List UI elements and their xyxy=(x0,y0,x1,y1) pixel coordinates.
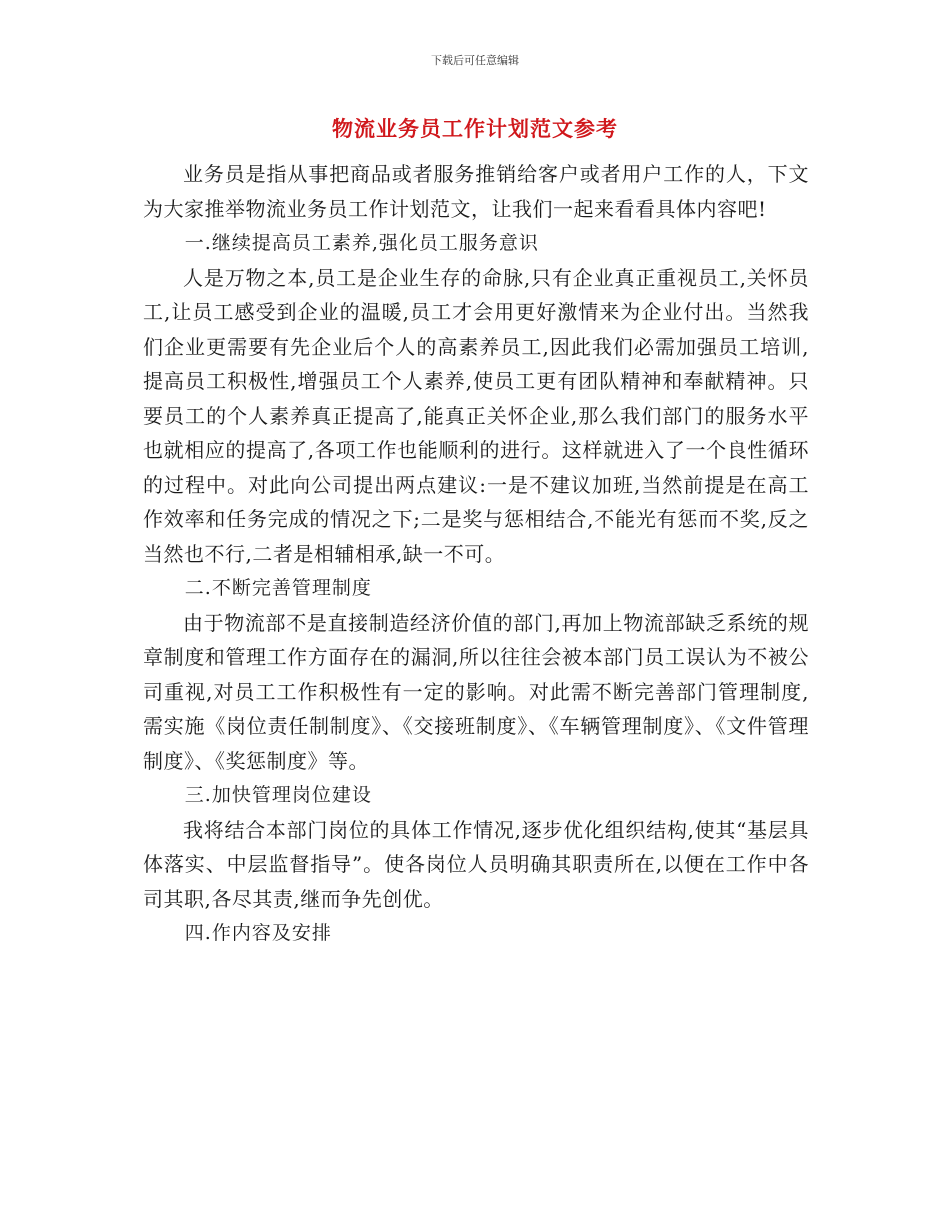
section-body-1: 人是万物之本,员工是企业生存的命脉,只有企业真正重视员工,关怀员工,让员工感受到企业的温暖,员工才会用更好激情来为企业付出。当然我们企业更需要有先企业后个人的高素养员工,因此我们必需加强员工培训,提高员工积极性,增强员工个人素养,使员工更有团队精神和奉献精神。只要员工的个人素养真正提高了,能真正关怀企业,那么我们部门的服务水平也就相应的提高了,各项工作也能顺利的进行。这样就进入了一个良性循环的过程中。对此向公司提出两点建议:一是不建议加班,当然前提是在高工作效率和任务完成的情况之下;二是奖与惩相结合,不能光有惩而不奖,反之当然也不行,二者是相辅相承,缺一不可。 xyxy=(143,265,809,566)
document-title: 物流业务员工作计划范文参考 xyxy=(332,117,618,141)
section-heading-3: 三.加快管理岗位建设 xyxy=(184,784,372,806)
section-heading-4: 四.作内容及安排 xyxy=(184,922,332,944)
intro-paragraph: 业务员是指从事把商品或者服务推销给客户或者用户工作的人，下文为大家推举物流业务员工作计划范文，让我们一起来看看具体内容吧! xyxy=(143,162,809,221)
section-body-2: 由于物流部不是直接制造经济价值的部门,再加上物流部缺乏系统的规章制度和管理工作方面存在的漏洞,所以往往会被本部门员工误认为不被公司重视,对员工工作积极性有一定的影响。对此需不断完善部门管理制度,需实施《岗位责任制制度》、《交接班制度》、《车辆管理制度》、《文件管理制度》、《奖惩制度》等。 xyxy=(143,610,809,773)
document-body xyxy=(143,157,809,951)
section-heading-2: 二.不断完善管理制度 xyxy=(184,577,372,599)
section-heading-1: 一.继续提高员工素养,强化员工服务意识 xyxy=(184,232,539,254)
page-header-note: 下载后可任意编辑 xyxy=(431,54,519,67)
section-body-3: 我将结合本部门岗位的具体工作情况,逐步优化组织结构,使其“基层具体落实、中层监督指导”。使各岗位人员明确其职责所在,以便在工作中各司其职,各尽其责,继而争先创优。 xyxy=(143,817,809,911)
